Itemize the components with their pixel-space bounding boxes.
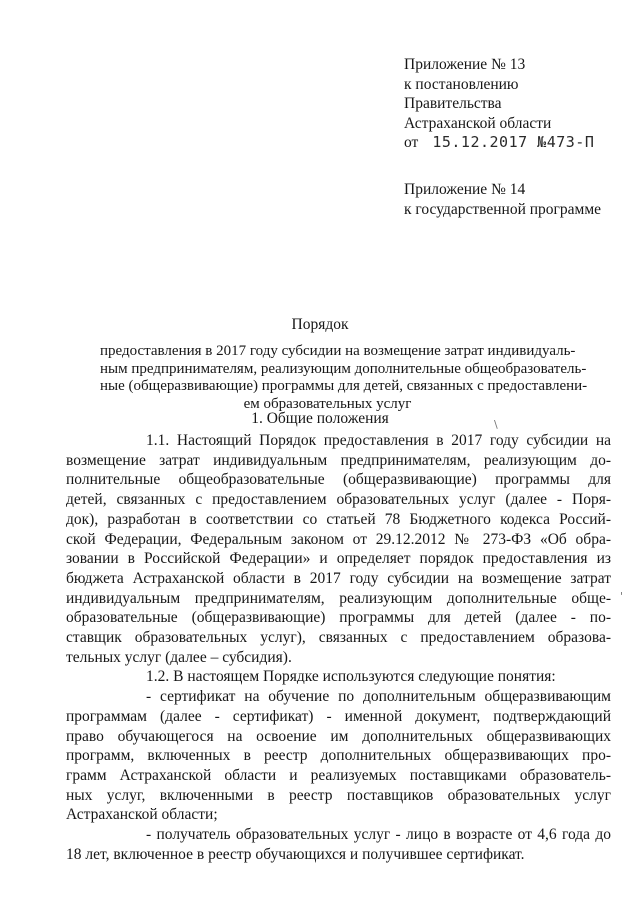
paragraph-line: возмещение затрат индивидуальным предпринимателям, реализующим до-: [66, 451, 611, 469]
paragraph-line: 18 лет, включенное в реестр обучающихся и получившее сертификат.: [66, 845, 525, 863]
appendix-13-number: Приложение № 13: [404, 56, 526, 73]
paragraph-line: док), разработан в соответствии со статьей 78 Бюджетного кодекса Россий-: [66, 510, 611, 528]
paragraph-line: программ, включенных в реестр дополнительных общеразвивающих про-: [66, 747, 611, 765]
section-1-heading: 1. Общие положения: [251, 410, 389, 427]
appendix-14-header: [404, 180, 601, 219]
appendix-13-date-line: [404, 133, 594, 153]
paragraph-line: программам (далее - сертификат) - именной документ, подтверждающий: [66, 707, 611, 725]
paragraph-line: зовании в Российской Федерации» и определяет порядок предоставления из: [66, 550, 611, 568]
paragraph-line: тельных услуг (далее – субсидия).: [66, 648, 292, 666]
body-text: [66, 431, 611, 864]
paragraph-line: ской Федерации, Федеральным законом от 29.12.2012 № 273-ФЗ «Об обра-: [66, 530, 611, 548]
appendix-13-government: Правительства: [404, 95, 502, 112]
subtitle-line: предоставления в 2017 году субсидии на возмещение затрат индивидуаль-: [100, 343, 576, 359]
paragraph-line: - сертификат на обучение по дополнительным общеразвивающим: [146, 688, 611, 706]
subtitle-line: ным предпринимателям, реализующим дополнительные общеобразователь-: [100, 360, 587, 377]
paragraph-line: право обучающегося на освоение им дополнительных общеразвивающих: [66, 727, 611, 745]
subtitle-line: ные (общеразвивающие) программы для детей, связанных с предоставлени-: [100, 378, 588, 394]
paragraph-line: ных услуг, включенными в реестр поставщиков образовательных услуг: [66, 786, 611, 804]
appendix-13-region: Астраханской области: [404, 114, 552, 132]
paragraph-line: полнительные общеобразовательные (общеразвивающие) программы для: [66, 471, 611, 489]
paragraph-line: 1.1. Настоящий Порядок предоставления в 2017 году субсидии на: [146, 432, 611, 449]
document-subtitle: [100, 343, 588, 413]
paragraph-line: образовательные (общеразвивающие) программы для детей (далее - по-: [66, 609, 611, 627]
appendix-14-program: к государственной программе: [404, 200, 602, 218]
paragraph-line: грамм Астраханской области и реализуемых поставщиками образователь-: [66, 766, 611, 784]
paragraph-line: ставщик образовательных услуг), связанных с предоставлением образова-: [66, 629, 611, 647]
paragraph-line: - получатель образовательных услуг - лицо в возрасте от 4,6 года до: [146, 826, 611, 844]
handwritten-date: 15.12.2017 №473-П: [432, 133, 595, 151]
appendix-13-resolution: к постановлению: [404, 75, 519, 93]
scan-speck-mark: ': [620, 590, 624, 603]
scan-speck-mark: \: [494, 418, 498, 431]
date-prefix: от: [404, 134, 419, 151]
appendix-13-header: [404, 55, 594, 153]
subtitle-line: ем образовательных услуг: [243, 395, 412, 412]
paragraph-line: индивидуальным предпринимателям, реализующим дополнительные обще-: [66, 589, 611, 607]
document-title: Порядок: [291, 316, 349, 333]
appendix-14-number: Приложение № 14: [404, 181, 526, 198]
paragraph-line: бюджета Астраханской области в 2017 году субсидии на возмещение затрат: [66, 569, 611, 587]
paragraph-line: детей, связанных с предоставлением образовательных услуг (далее - Поря-: [66, 491, 611, 509]
paragraph-line: 1.2. В настоящем Порядке используются следующие понятия:: [146, 668, 556, 686]
paragraph-line: Астраханской области;: [66, 806, 218, 824]
